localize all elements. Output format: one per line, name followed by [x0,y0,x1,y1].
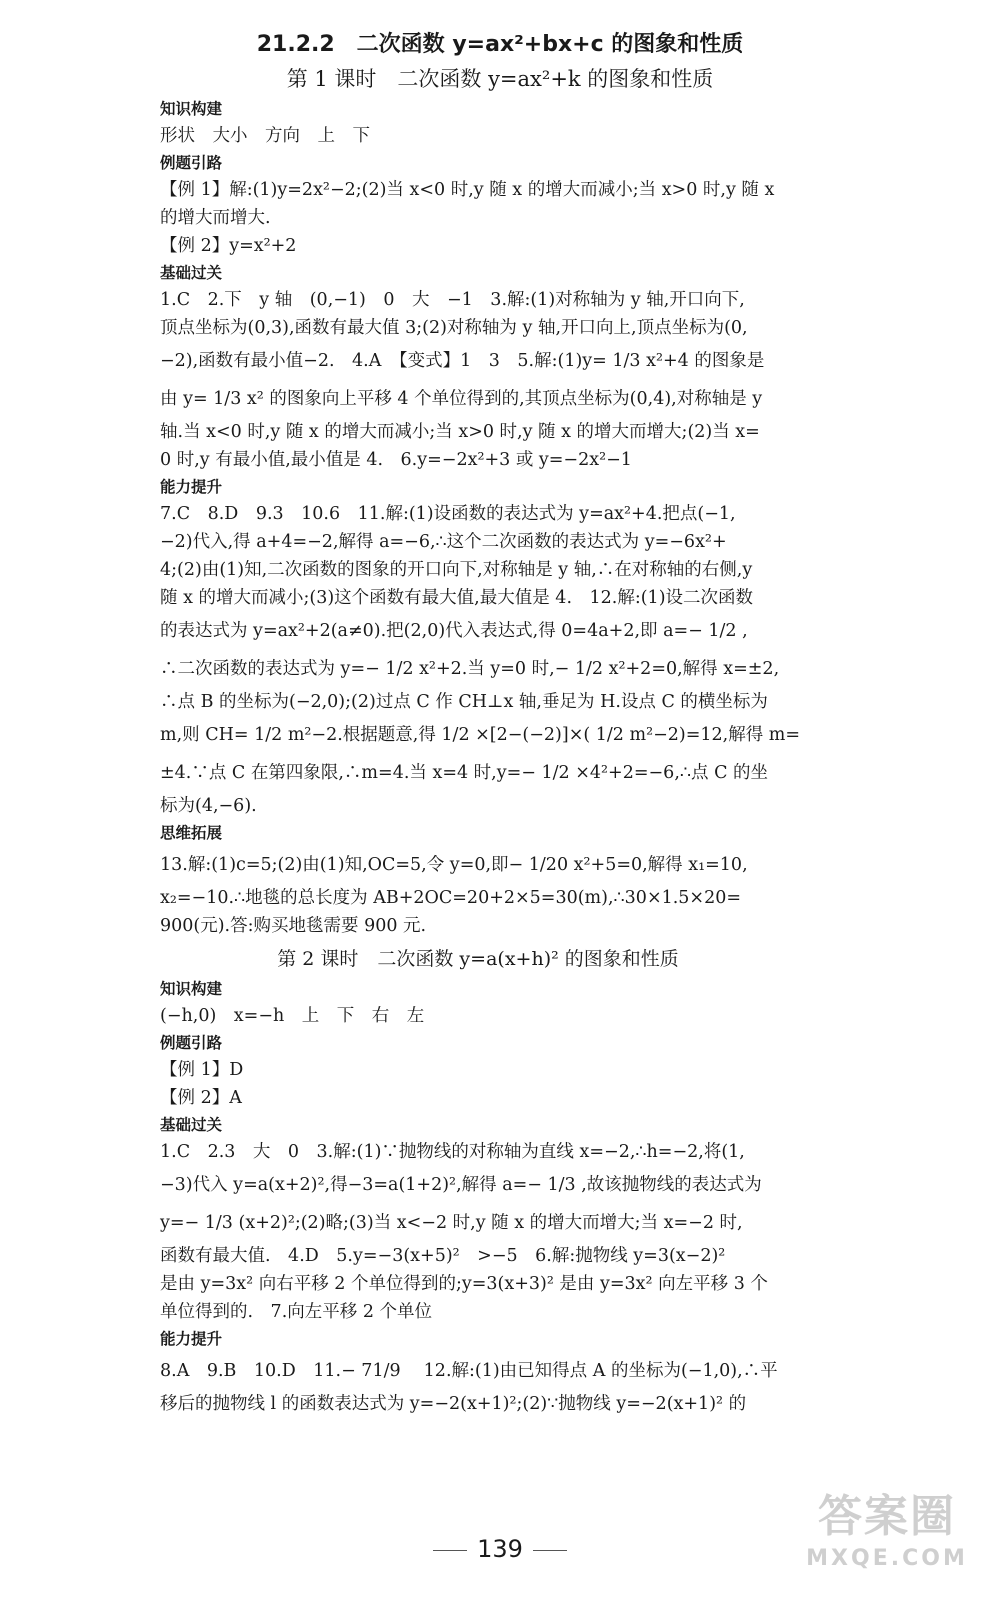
heading-basic: 基础过关 [160,1116,223,1134]
lesson1-title: 第 1 课时 二次函数 y=ax²+k 的图象和性质 [286,67,714,91]
example-1-line-2: 的增大而增大. [160,208,271,228]
answer-body [160,96,801,1418]
basic-line: 单位得到的. 7.向左平移 2 个单位 [160,1302,433,1322]
example-2: 【例 2】A [160,1088,242,1108]
ability-line: −2)代入,得 a+4=−2,解得 a=−6,∴这个二次函数的表达式为 y=−6x²+ [160,532,727,552]
extend-line: 900(元).答:购买地毯需要 900 元. [160,916,427,936]
basic-line: 由 y= 1/3 x² 的图象向上平移 4 个单位得到的,其顶点坐标为(0,4),对称轴是 y [160,389,763,409]
basic-line: 1.C 2.下 y 轴 (0,−1) 0 大 −1 3.解:(1)对称轴为 y 轴,开口向下, [160,290,745,310]
page-number-dash-right [533,1550,567,1551]
basic-line: 1.C 2.3 大 0 3.解:(1)∵抛物线的对称轴为直线 x=−2,∴h=−2,将(1, [160,1142,745,1162]
ability-line: m,则 CH= 1/2 m²−2.根据题意,得 1/2 ×[2−(−2)]×( 1/2 m²−2)=12,解得 m= [160,725,801,745]
basic-line: 顶点坐标为(0,3),函数有最大值 3;(2)对称轴为 y 轴,开口向上,顶点坐标为(0, [160,318,748,338]
extend-line: 13.解:(1)c=5;(2)由(1)知,OC=5,令 y=0,即− 1/20 x²+5=0,解得 x₁=10, [160,855,748,875]
knowledge-answers: 形状 大小 方向 上 下 [160,126,370,146]
basic-line: 函数有最大值. 4.D 5.y=−3(x+5)² >−5 6.解:抛物线 y=3(x−2)² [160,1246,726,1266]
ability-line: ∴二次函数的表达式为 y=− 1/2 x²+2.当 y=0 时,− 1/2 x²+2=0,解得 x=±2, [160,659,780,679]
ability-line: ±4.∵点 C 在第四象限,∴m=4.当 x=4 时,y=− 1/2 ×4²+2=−6,∴点 C 的坐 [160,763,769,783]
section-title: 21.2.2 二次函数 y=ax²+bx+c 的图象和性质 [256,32,744,57]
basic-line: y=− 1/3 (x+2)²;(2)略;(3)当 x<−2 时,y 随 x 的增大而增大;当 x=−2 时, [160,1213,743,1233]
ability-line: ∴点 B 的坐标为(−2,0);(2)过点 C 作 CH⊥x 轴,垂足为 H.设点 C 的横坐标为 [160,692,768,712]
basic-line: −2),函数有最小值−2. 4.A 【变式】1 3 5.解:(1)y= 1/3 x²+4 的图象是 [160,351,765,371]
heading-examples: 例题引路 [160,154,223,172]
page-number-text: 139 [477,1535,523,1563]
watermark-top: 答案圈 [818,1491,956,1542]
heading-examples: 例题引路 [160,1034,223,1052]
basic-line: 是由 y=3x² 向右平移 2 个单位得到的;y=3(x+3)² 是由 y=3x² 向左平移 3 个 [160,1274,768,1294]
watermark-logo [792,1490,982,1586]
basic-line: 轴.当 x<0 时,y 随 x 的增大而减小;当 x>0 时,y 随 x 的增大而增大;(2)当 x= [160,422,760,442]
heading-extend: 思维拓展 [160,824,223,842]
ability-line: 7.C 8.D 9.3 10.6 11.解:(1)设函数的表达式为 y=ax²+4.把点(−1, [160,504,736,524]
page-number-dash-left [433,1550,467,1551]
extend-line: x₂=−10.∴地毯的总长度为 AB+2OC=20+2×5=30(m),∴30×1.5×20= [160,888,742,908]
knowledge-answers: (−h,0) x=−h 上 下 右 左 [160,1006,425,1026]
ability-line: 的表达式为 y=ax²+2(a≠0).把(2,0)代入表达式,得 0=4a+2,即 a=− 1/2 , [160,621,748,641]
ability-line: 随 x 的增大而减小;(3)这个函数有最大值,最大值是 4. 12.解:(1)设二次函数 [160,588,754,608]
heading-knowledge: 知识构建 [160,980,223,998]
basic-line: 0 时,y 有最小值,最小值是 4. 6.y=−2x²+3 或 y=−2x²−1 [160,450,632,470]
ability-line: 4;(2)由(1)知,二次函数的图象的开口向下,对称轴是 y 轴,∴在对称轴的右侧,y [160,560,753,580]
watermark-bottom: MXQE.COM [806,1546,968,1571]
ability-line: 移后的抛物线 l 的函数表达式为 y=−2(x+1)²;(2)∵抛物线 y=−2(x+1)² 的 [160,1394,747,1414]
basic-line: −3)代入 y=a(x+2)²,得−3=a(1+2)²,解得 a=− 1/3 ,故该抛物线的表达式为 [160,1175,762,1195]
heading-knowledge: 知识构建 [160,100,223,118]
heading-ability: 能力提升 [160,478,223,496]
example-1-line-1: 【例 1】解:(1)y=2x²−2;(2)当 x<0 时,y 随 x 的增大而减小;当 x>0 时,y 随 x [160,180,775,200]
ability-line: 8.A 9.B 10.D 11.− 71/9 12.解:(1)由已知得点 A 的坐标为(−1,0),∴平 [160,1361,778,1381]
ability-line: 标为(4,−6). [160,796,257,816]
example-1: 【例 1】D [160,1060,244,1080]
lesson2-title: 第 2 课时 二次函数 y=a(x+h)² 的图象和性质 [277,948,679,970]
heading-basic: 基础过关 [160,264,223,282]
example-2: 【例 2】y=x²+2 [160,236,297,256]
heading-ability: 能力提升 [160,1330,223,1348]
